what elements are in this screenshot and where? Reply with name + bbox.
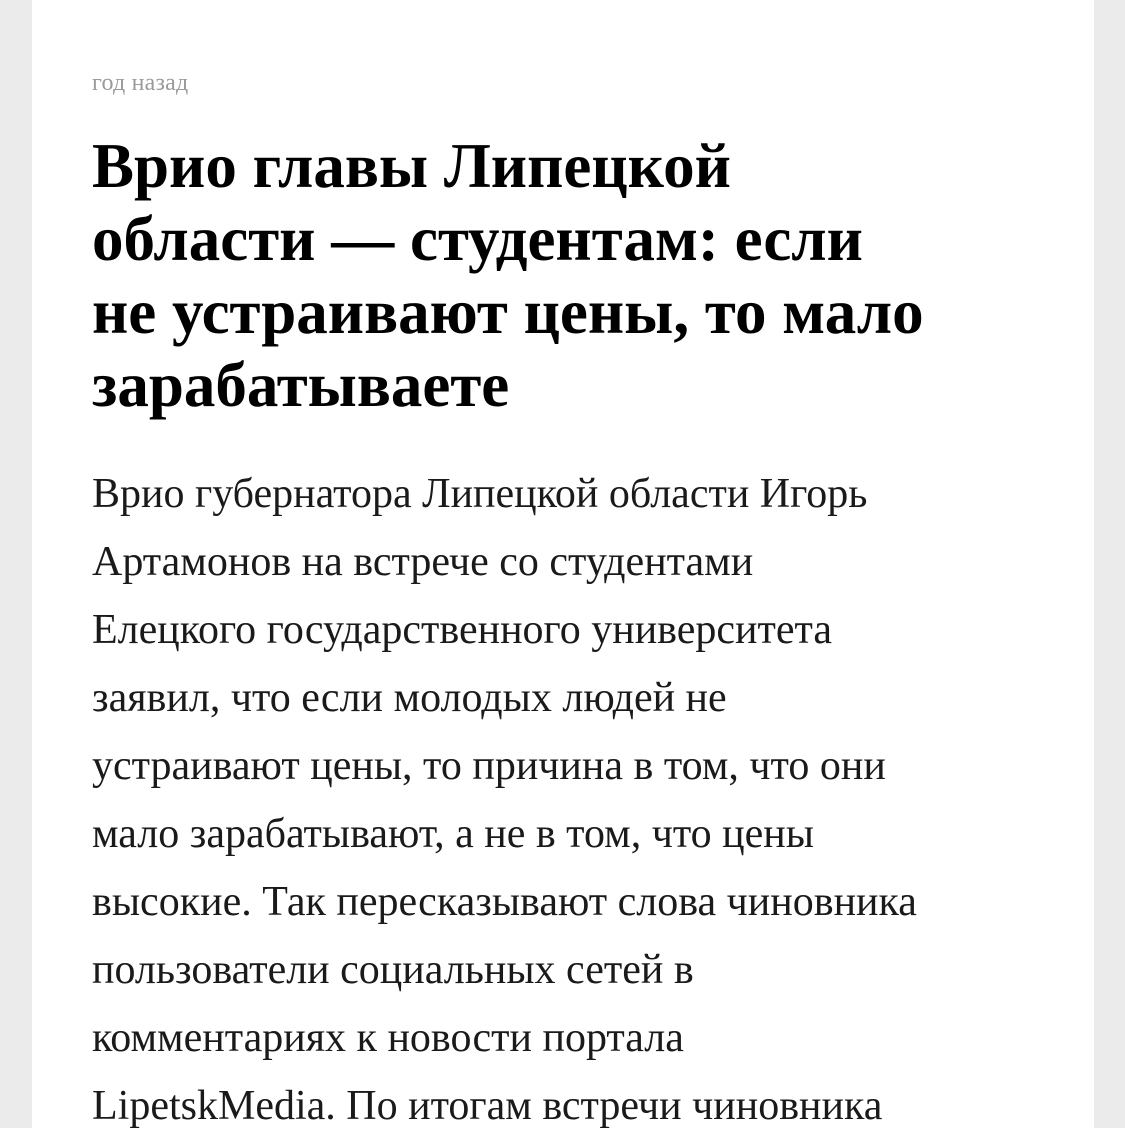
article-card <box>32 0 1094 1128</box>
article-title-line: не устраивают цены, то мало <box>92 277 924 347</box>
article-body-line: Врио губернатора Липецкой области Игорь <box>92 471 868 517</box>
article-body-line: мало зарабатывают, а не в том, что цены <box>92 811 814 857</box>
article-body-line: устраивают цены, то причина в том, что они <box>92 743 886 789</box>
article-body-line: пользователи социальных сетей в <box>92 947 694 993</box>
article-body-line: Елецкого государственного университета <box>92 607 833 653</box>
article-body-line: Артамонов на встрече со студентами <box>92 539 754 585</box>
article-body-line: LipetskMedia. По итогам встречи чиновника <box>92 1083 883 1128</box>
article-title-line: Врио главы Липецкой <box>92 131 731 201</box>
article-title-line: области — студентам: если <box>92 204 863 274</box>
article-title-line: зарабатываете <box>92 350 510 420</box>
article-title[interactable] <box>92 130 1052 422</box>
article-body-line: заявил, что если молодых людей не <box>92 675 727 721</box>
article-body-line: высокие. Так пересказывают слова чиновника <box>92 879 917 925</box>
publish-time: год назад <box>92 70 189 96</box>
article-body-line: комментариях к новости портала <box>92 1015 684 1061</box>
article-body <box>92 460 1072 1128</box>
